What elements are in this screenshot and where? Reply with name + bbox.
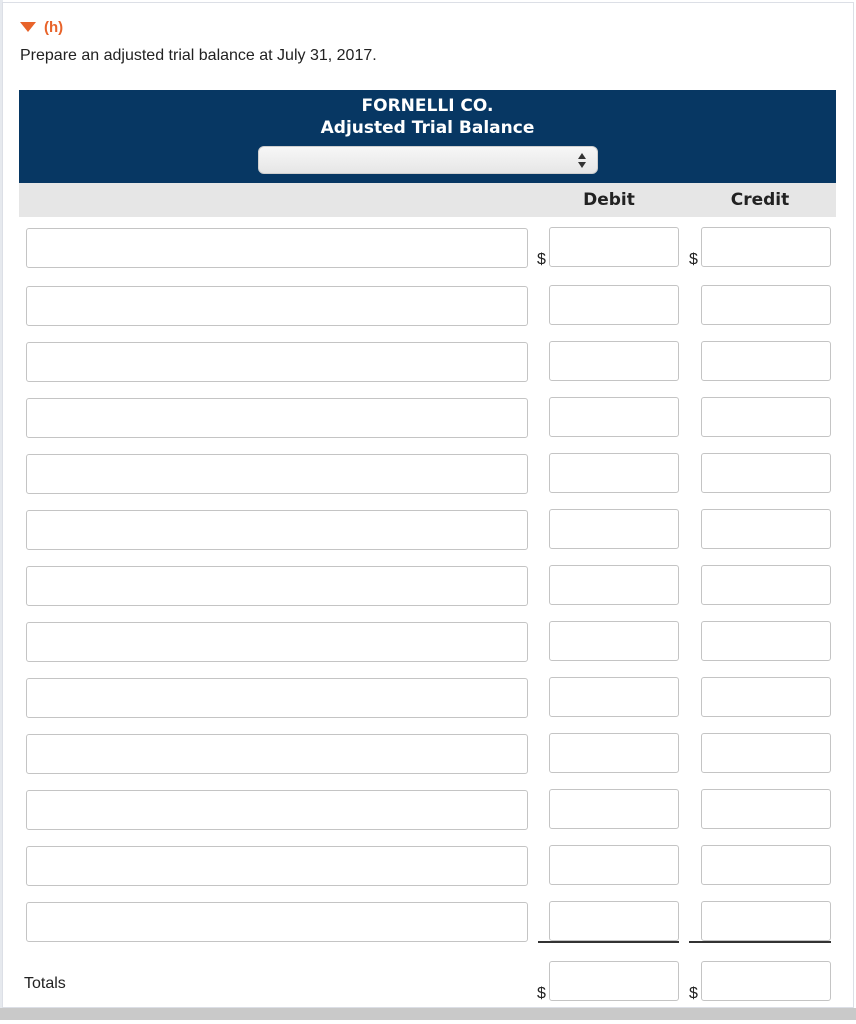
- totals-label: Totals: [24, 975, 66, 992]
- credit-amount-input[interactable]: [701, 621, 831, 661]
- credit-amount-input[interactable]: [701, 789, 831, 829]
- credit-amount-input[interactable]: [701, 845, 831, 885]
- table-row: [0, 733, 856, 775]
- company-name: FORNELLI CO.: [361, 96, 494, 116]
- debit-amount-input[interactable]: [549, 227, 679, 267]
- select-arrows-icon: [577, 153, 587, 169]
- credit-currency-symbol: $: [689, 251, 698, 268]
- table-row: [0, 509, 856, 551]
- credit-amount-input[interactable]: [701, 733, 831, 773]
- totals-credit-currency: $: [689, 985, 698, 1002]
- totals-row: [0, 961, 856, 1003]
- credit-amount-input[interactable]: [701, 397, 831, 437]
- table-row: [0, 845, 856, 887]
- account-name-input[interactable]: [26, 510, 528, 550]
- credit-amount-input[interactable]: [701, 565, 831, 605]
- totals-debit-input[interactable]: [549, 961, 679, 1001]
- debit-amount-input[interactable]: [549, 901, 679, 941]
- debit-amount-input[interactable]: [549, 285, 679, 325]
- credit-amount-input[interactable]: [701, 509, 831, 549]
- debit-amount-input[interactable]: [549, 677, 679, 717]
- credit-amount-input[interactable]: [701, 227, 831, 267]
- account-name-input[interactable]: [26, 846, 528, 886]
- account-name-input[interactable]: [26, 790, 528, 830]
- statement-header: [19, 90, 836, 183]
- debit-total-rule: [538, 941, 679, 943]
- table-row: [0, 677, 856, 719]
- debit-amount-input[interactable]: [549, 845, 679, 885]
- account-name-input[interactable]: [26, 902, 528, 942]
- table-row: [0, 285, 856, 327]
- table-row: [0, 453, 856, 495]
- account-name-input[interactable]: [26, 734, 528, 774]
- credit-amount-input[interactable]: [701, 285, 831, 325]
- table-row: [0, 621, 856, 663]
- debit-amount-input[interactable]: [549, 621, 679, 661]
- table-row: [0, 341, 856, 383]
- debit-amount-input[interactable]: [549, 733, 679, 773]
- table-row: [0, 397, 856, 439]
- account-name-input[interactable]: [26, 678, 528, 718]
- collapse-caret-icon[interactable]: [20, 22, 36, 32]
- credit-amount-input[interactable]: [701, 453, 831, 493]
- totals-credit-input[interactable]: [701, 961, 831, 1001]
- debit-amount-input[interactable]: [549, 341, 679, 381]
- horizontal-scrollbar[interactable]: [0, 1008, 856, 1020]
- account-name-input[interactable]: [26, 342, 528, 382]
- part-header[interactable]: [20, 16, 63, 38]
- column-header: [19, 183, 836, 217]
- credit-column-header: Credit: [730, 190, 790, 210]
- account-name-input[interactable]: [26, 566, 528, 606]
- account-name-input[interactable]: [26, 228, 528, 268]
- account-name-input[interactable]: [26, 398, 528, 438]
- table-row: [0, 565, 856, 607]
- account-name-input[interactable]: [26, 286, 528, 326]
- account-name-input[interactable]: [26, 454, 528, 494]
- table-row: [0, 901, 856, 943]
- debit-amount-input[interactable]: [549, 565, 679, 605]
- credit-amount-input[interactable]: [701, 341, 831, 381]
- totals-debit-currency: $: [537, 985, 546, 1002]
- debit-currency-symbol: $: [537, 251, 546, 268]
- account-name-input[interactable]: [26, 622, 528, 662]
- debit-amount-input[interactable]: [549, 453, 679, 493]
- table-row: [0, 227, 856, 269]
- debit-amount-input[interactable]: [549, 397, 679, 437]
- instruction-text: Prepare an adjusted trial balance at July 31, 2017.: [20, 47, 377, 64]
- part-label: (h): [44, 18, 64, 36]
- credit-amount-input[interactable]: [701, 677, 831, 717]
- statement-title: Adjusted Trial Balance: [320, 118, 535, 138]
- credit-amount-input[interactable]: [701, 901, 831, 941]
- date-select[interactable]: [258, 146, 598, 174]
- table-row: [0, 789, 856, 831]
- credit-total-rule: [689, 941, 831, 943]
- debit-column-header: Debit: [583, 190, 635, 210]
- debit-amount-input[interactable]: [549, 509, 679, 549]
- debit-amount-input[interactable]: [549, 789, 679, 829]
